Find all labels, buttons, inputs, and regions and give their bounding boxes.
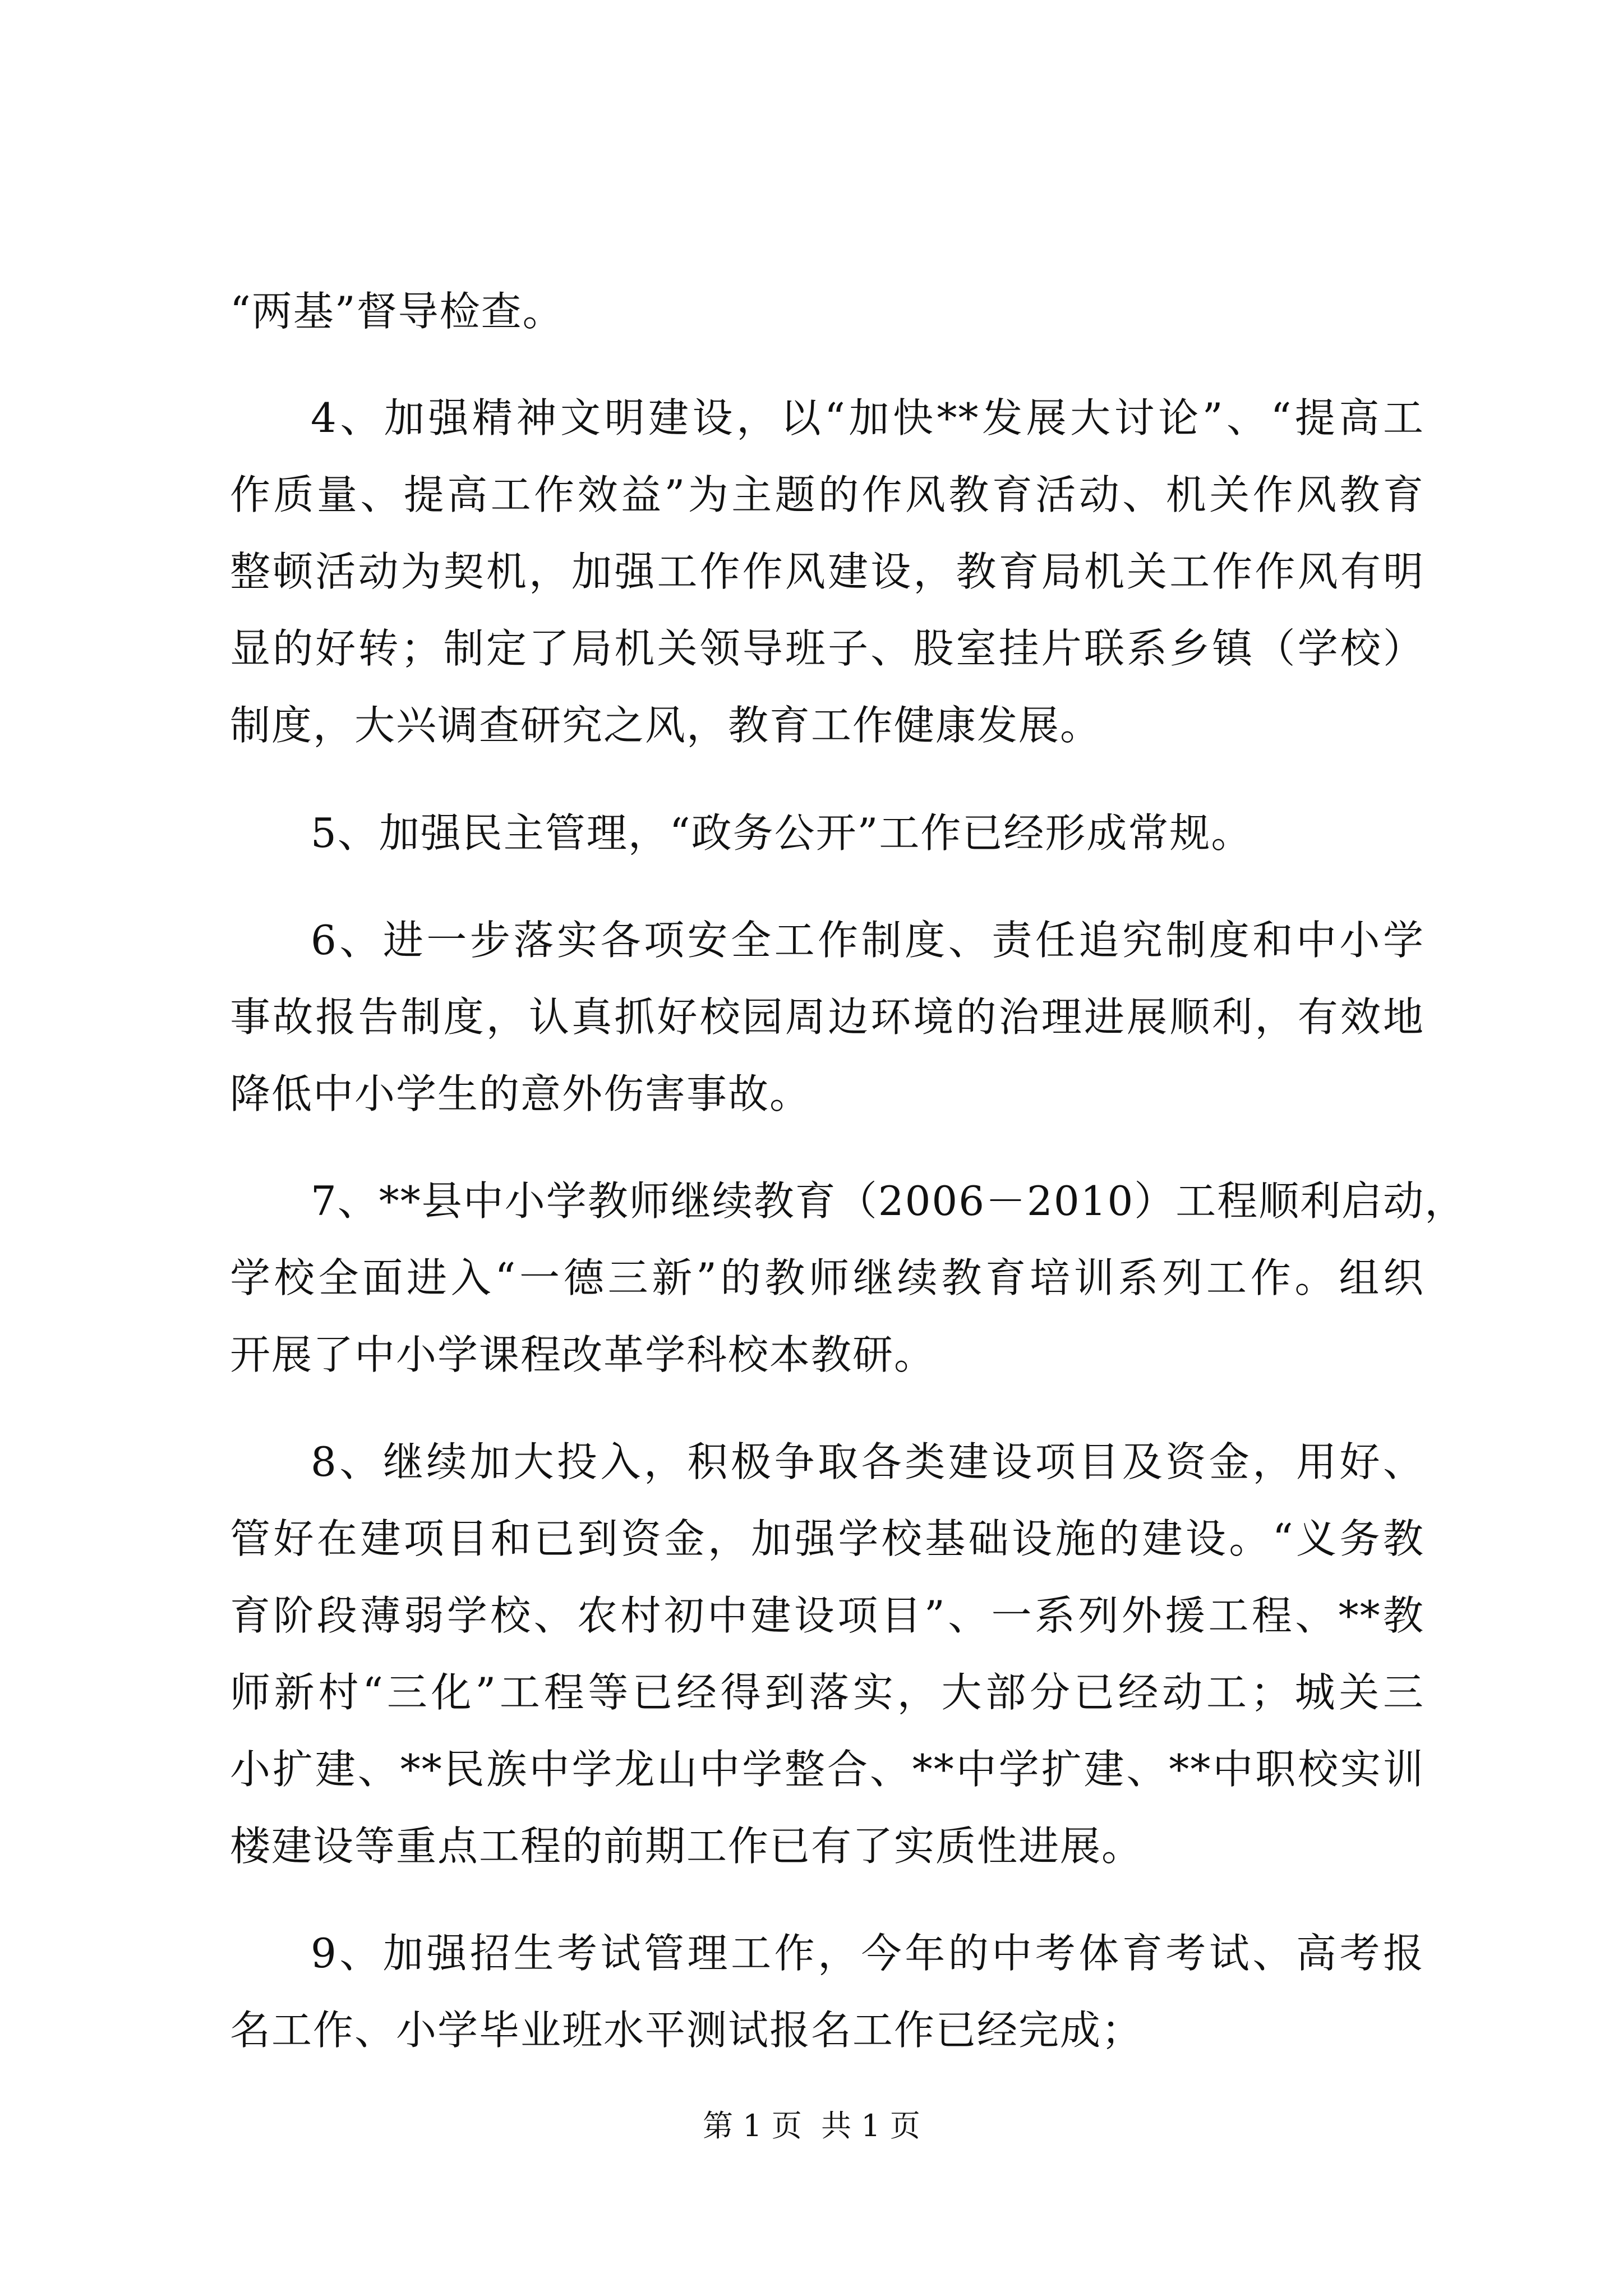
text-line: 小扩建、**民族中学龙山中学整合、**中学扩建、**中职校实训 [230,1746,1424,1793]
text-line: 降低中小学生的意外伤害事故。 [230,1070,811,1117]
text-line: 9、加强招生考试管理工作，今年的中考体育考试、高考报 [311,1930,1424,1977]
page-number-footer: 第 1 页 共 1 页 [703,2108,920,2143]
text-line: 师新村“三化”工程等已经得到落实，大部分已经动工；城关三 [230,1669,1424,1716]
text-line: 6、进一步落实各项安全工作制度、责任追究制度和中小学 [311,917,1424,964]
text-line: 作质量、提高工作效益”为主题的作风教育活动、机关作风教育 [230,471,1424,518]
text-line: 管好在建项目和已到资金，加强学校基础设施的建设。“义务教 [230,1515,1424,1562]
text-line: 4、加强精神文明建设，以“加快**发展大讨论”、“提高工 [311,394,1424,441]
text-line: 育阶段薄弱学校、农村初中建设项目”、一系列外援工程、**教 [230,1592,1424,1639]
text-line: 名工作、小学毕业班水平测试报名工作已经完成； [230,2007,1144,2054]
text-line: 8、继续加大投入，积极争取各类建设项目及资金，用好、 [311,1438,1424,1485]
text-line: 整顿活动为契机，加强工作作风建设，教育局机关工作作风有明 [230,548,1424,595]
text-line: 5、加强民主管理，“政务公开”工作已经形成常规。 [311,809,1253,857]
text-line: 显的好转；制定了局机关领导班子、股室挂片联系乡镇（学校） [230,625,1424,672]
text-line: “两基”督导检查。 [230,288,564,335]
text-line: 楼建设等重点工程的前期工作已有了实质性进展。 [230,1823,1144,1870]
text-line: 事故报告制度，认真抓好校园周边环境的治理进展顺利，有效地 [230,993,1424,1041]
text-line: 7、**县中小学教师继续教育（2006－2010）工程顺利启动， [311,1177,1467,1225]
text-line: 学校全面进入“一德三新”的教师继续教育培训系列工作。组织 [230,1254,1424,1301]
text-line: 开展了中小学课程改革学科校本教研。 [230,1331,936,1378]
text-line: 制度，大兴调查研究之风，教育工作健康发展。 [230,702,1102,749]
